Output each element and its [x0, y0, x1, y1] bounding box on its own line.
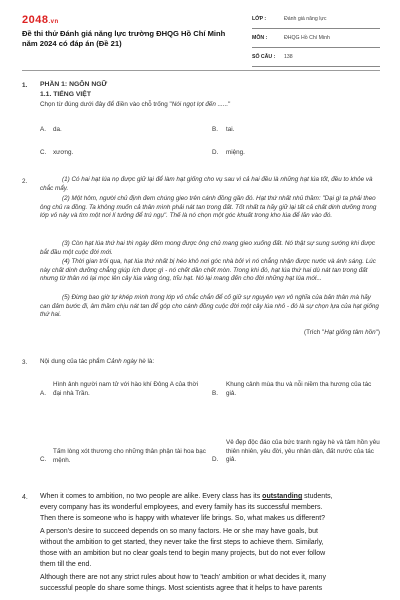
- question-number: 1.: [22, 82, 28, 89]
- prompt-title: Cảnh ngày hè: [106, 358, 146, 365]
- prompt-quote: Nói ngọt lọt đến ......: [171, 101, 229, 108]
- option-letter[interactable]: B.: [212, 126, 218, 133]
- prompt-text: Chọn từ đúng dưới đây để điền vào chỗ trống ": [40, 101, 172, 108]
- question-prompt: [40, 101, 230, 110]
- passage-paragraph-2: (2) Một hôm, người chủ định đem chúng gieo trên cánh đồng gần đó. Hạt thứ nhất nhủ thầm: "Dại gì ta phải theo ông chủ ra đồng. Ta không muốn cả thân mình phải nát tan trong đất. Tốt nhất ta hãy giữ lại tất cả chất dinh dưỡng trong lớp vỏ này và tìm một nơi lí tưởng để trú ngụ". Thế là nó chọn một góc khuất trong kho lúa để lăn vào đó.: [40, 195, 377, 220]
- section-heading: 1.1. TIẾNG VIỆT: [40, 91, 91, 98]
- passage-paragraph-5: (5) Đừng bao giờ tự khép mình trong lớp vỏ chắc chắn để cố giữ sự nguyên vẹn vô nghĩa của bản thân mà hãy can đảm bước đi, âm thầm chịu nát tan để góp cho cánh đồng cuộc đời một cây lúa nhỏ - đó là sự chọn lựa của hạt giống thứ hai.: [40, 294, 379, 319]
- passage-line: A person's desire to succeed depends on so many factors. He or she may have goals, but: [40, 528, 318, 535]
- meta-row-count: [252, 51, 380, 67]
- source-text: "): [375, 329, 380, 336]
- meta-value: ĐHQG Hồ Chí Minh: [284, 35, 330, 41]
- passage-line: those with an ambition but no clear goals tend to begin many projects, but do not ever follow: [40, 550, 326, 557]
- meta-value: 138: [284, 54, 293, 60]
- question-number: 4.: [22, 494, 28, 501]
- source-title: Hạt giống tâm hồn: [324, 329, 376, 336]
- option-text[interactable]: miệng.: [226, 149, 245, 156]
- passage-line: successful people do share some things. Most scientists agree that it helps to have parents: [40, 585, 323, 592]
- prompt-text: là:: [145, 358, 155, 365]
- meta-key: MÔN :: [252, 35, 268, 41]
- brand-suffix: .vn: [48, 19, 59, 25]
- site-logo[interactable]: [22, 14, 59, 26]
- passage-paragraph-4: (4) Thời gian trôi qua, hạt lúa thứ nhất bị héo khô nơi góc nhà bởi vì nó chẳng nhận được nước và ánh sáng. Lúc này chất dinh dưỡng chẳng giúp ích được gì - nó chết dần chết mòn. Trong khi đó, hạt lúa thứ hai dù nát tan trong đất nhưng từ thân nó lại mọc lên cây lúa vàng óng, trĩu hạt. Nó lại mang đến cho đời những hạt lúa mới...: [40, 258, 376, 283]
- option-text[interactable]: da.: [53, 126, 62, 133]
- option-text[interactable]: Tấm lòng xót thương cho những thân phận tài hoa bạc mệnh.: [53, 448, 206, 464]
- question-number: 3.: [22, 359, 28, 366]
- source-text: (Trích ": [303, 329, 325, 336]
- option-text[interactable]: xương.: [53, 149, 74, 156]
- option-text[interactable]: Vẻ đẹp độc đáo của bức tranh ngày hè và tâm hồn yêu thiên nhiên, yêu đời, yêu nhân dân, đất nước của tác giả.: [226, 439, 380, 464]
- passage-paragraph-3: (3) Còn hạt lúa thứ hai thì ngày đêm mong được ông chủ mang gieo xuống đất. Nó thật sự sung sướng khi được bắt đầu một cuộc đời mới.: [40, 240, 376, 256]
- option-letter[interactable]: A.: [40, 126, 46, 133]
- passage-text: When it comes to ambition, no two people are alike. Every class has its: [40, 493, 263, 500]
- passage-text: students,: [302, 493, 333, 500]
- passage-paragraph-1: (1) Có hai hạt lúa nọ được giữ lại để làm hạt giống cho vụ sau vì cả hai đều là những hạt lúa tốt, đều to khỏe và chắc mẩy.: [40, 176, 373, 192]
- meta-value: Đánh giá năng lực: [284, 16, 327, 22]
- passage-line: them till the end.: [40, 561, 92, 568]
- passage-line: [40, 492, 333, 501]
- passage-source: [200, 329, 380, 338]
- meta-key: LỚP :: [252, 16, 267, 22]
- question-number: 2.: [22, 178, 28, 185]
- option-letter[interactable]: D.: [212, 149, 219, 156]
- prompt-text: Nội dung của tác phẩm: [40, 358, 107, 365]
- option-letter[interactable]: C.: [40, 456, 47, 463]
- prompt-text: ": [228, 101, 231, 108]
- passage-line: Then there is someone who is happy with whatever life brings. So, what makes us different?: [40, 515, 326, 522]
- passage-line: every company has its wonderful employees, and every family has its successful members.: [40, 504, 323, 511]
- option-text[interactable]: tai.: [226, 126, 235, 133]
- passage-line: without the ambition to get started, they never take the first steps to achieve them. Similarly,: [40, 539, 324, 546]
- option-text[interactable]: Hình ảnh người nam tử với hào khí Đông A của thời đại nhà Trần.: [53, 381, 199, 397]
- header-divider: [22, 70, 380, 71]
- exam-meta: [252, 13, 380, 70]
- passage-line: Although there are not any strict rules about how to 'teach' ambition or what decides it, many: [40, 574, 326, 581]
- exam-title: Đề thi thử Đánh giá năng lực trường ĐHQG Hồ Chí Minh năm 2024 có đáp án (Đề 21): [22, 29, 226, 48]
- option-text[interactable]: Khung cảnh mùa thu và nỗi niềm tha hương của tác giả.: [226, 381, 372, 397]
- option-letter[interactable]: D.: [212, 456, 219, 463]
- question-prompt: [40, 358, 154, 367]
- meta-key: SỐ CÂU :: [252, 54, 276, 60]
- brand-name: 2048: [22, 14, 49, 26]
- option-letter[interactable]: C.: [40, 149, 47, 156]
- part-heading: PHẦN 1: NGÔN NGỮ: [40, 81, 108, 88]
- option-letter[interactable]: B.: [212, 390, 218, 397]
- option-letter[interactable]: A.: [40, 390, 46, 397]
- highlighted-word: outstanding: [262, 493, 303, 500]
- meta-row-class: [252, 13, 380, 29]
- meta-row-subject: [252, 32, 380, 48]
